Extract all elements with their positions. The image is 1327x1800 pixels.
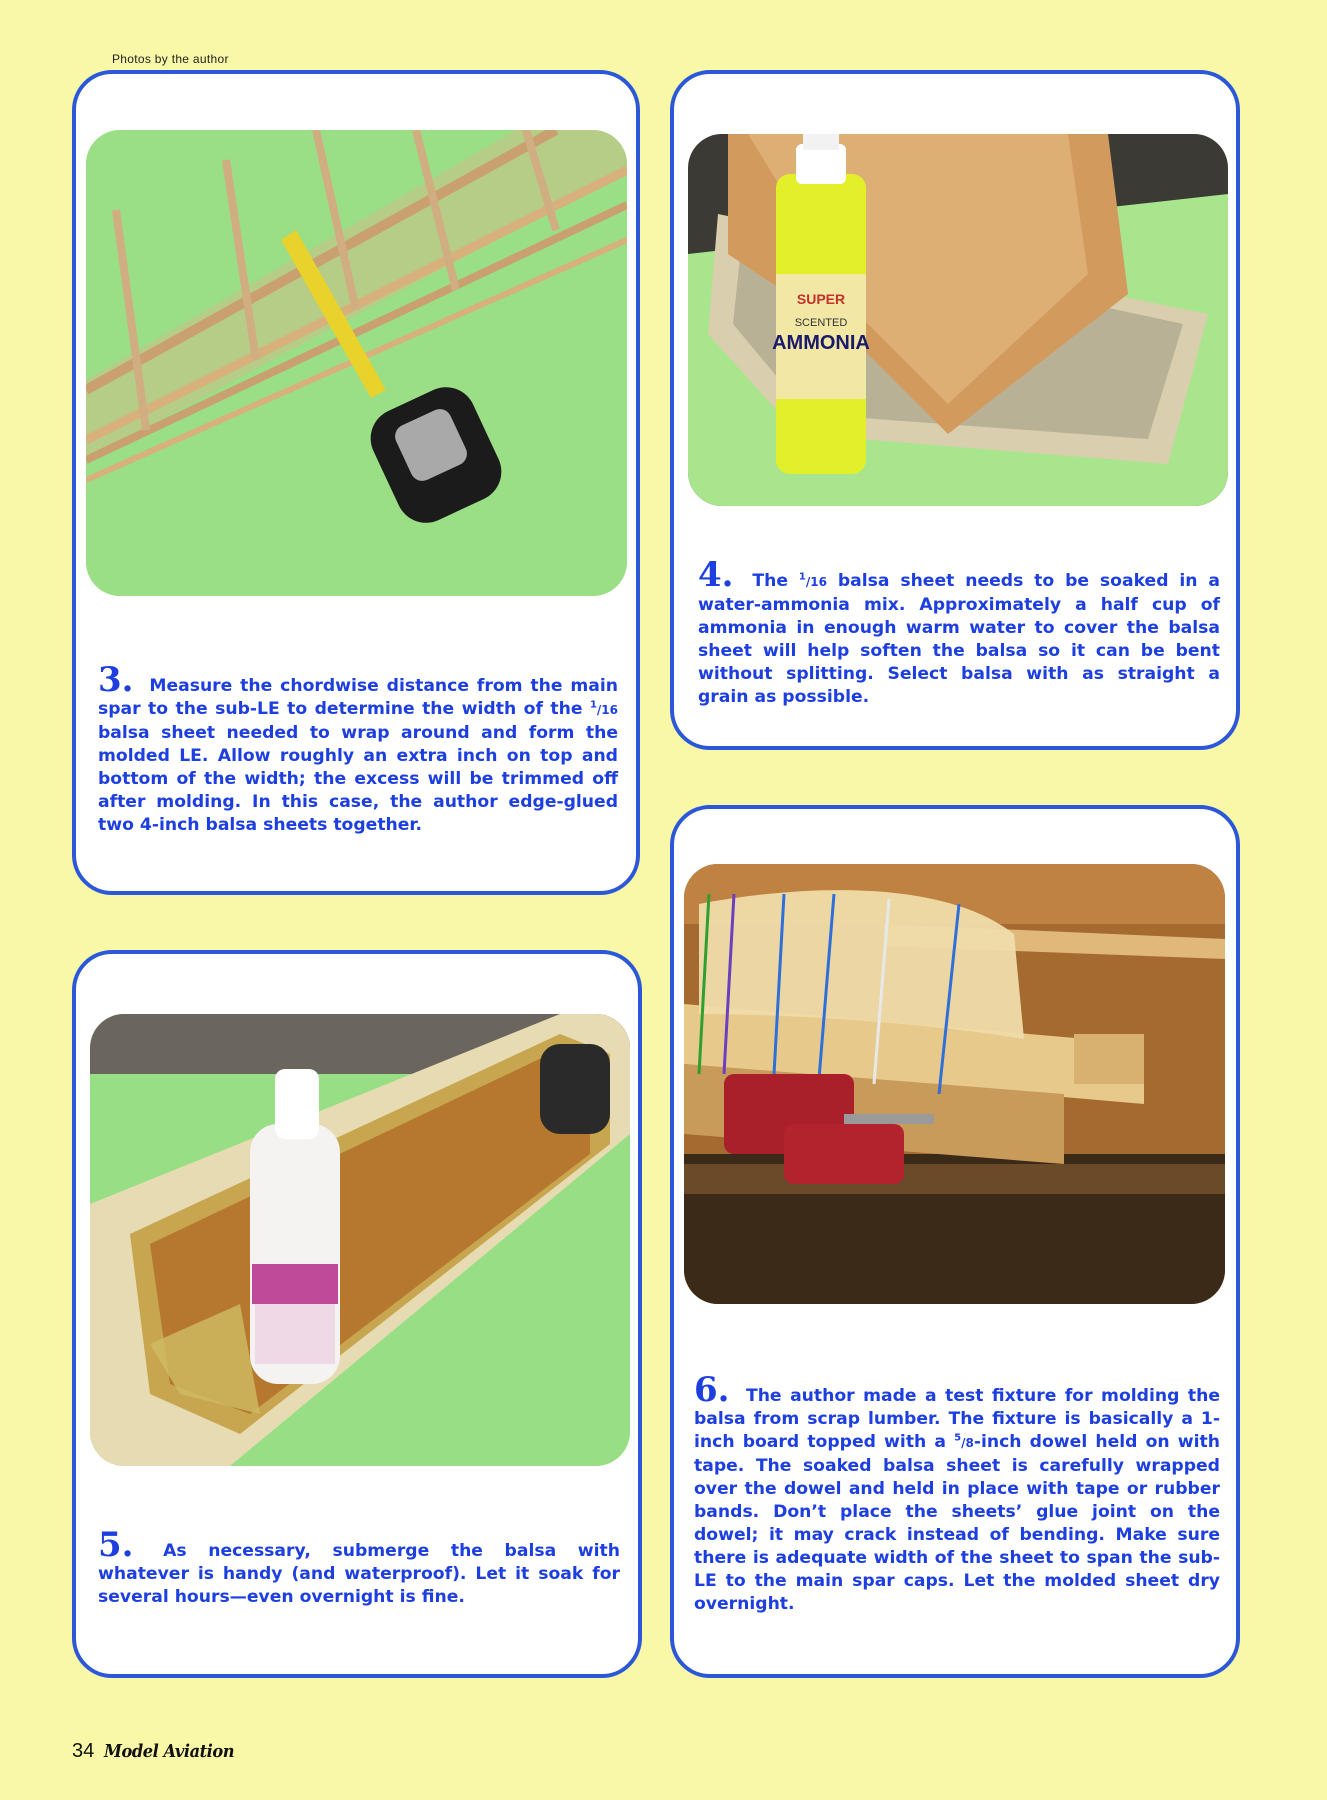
panel-step-6 bbox=[670, 805, 1240, 1678]
caption-step-6-body bbox=[694, 1370, 1220, 1616]
caption-3-frac-num: 1 bbox=[589, 699, 597, 711]
page-footer bbox=[72, 1740, 249, 1763]
panel-step-5 bbox=[72, 950, 642, 1678]
caption-6-frac-den: /8 bbox=[961, 1436, 974, 1450]
caption-6-text-a: The author made a test fixture for molding the balsa from scrap lumber. The fixture is basically a 1-inch board topped with a bbox=[694, 1386, 1220, 1452]
step-number-6: 6. bbox=[694, 1370, 730, 1410]
caption-step-4 bbox=[698, 555, 1220, 709]
caption-4-text-a: The bbox=[741, 571, 799, 591]
photo-step-6-test-fixture bbox=[684, 864, 1225, 1304]
caption-3-frac-den: /16 bbox=[596, 703, 618, 717]
step-number-5: 5. bbox=[98, 1525, 134, 1565]
caption-4-frac-den: /16 bbox=[805, 575, 827, 589]
magazine-name: Model Aviation bbox=[104, 1741, 235, 1762]
caption-5-text: As necessary, submerge the balsa with whatever is handy (and waterproof). Let it soak for several hours—even overnight is fine. bbox=[98, 1541, 620, 1607]
caption-step-5 bbox=[98, 1525, 620, 1609]
panel-step-3 bbox=[72, 70, 640, 895]
bottle-name-label: AMMONIA bbox=[772, 332, 870, 354]
caption-4-text-b: balsa sheet needs to be soaked in a water-ammonia mix. Approximately a half cup of ammonia in enough warm water to cover the balsa sheet will help soften the balsa so it can be bent without splitting. Select balsa with as straight a grain as possible. bbox=[698, 571, 1220, 707]
photo-credit: Photos by the author bbox=[112, 52, 229, 66]
page-number: 34 bbox=[72, 1740, 95, 1762]
caption-6-frac-num: 5 bbox=[954, 1432, 962, 1444]
caption-6-text-b: -inch dowel held on with tape. The soaked balsa sheet is carefully wrapped over the dowel and held in place with tape or rubber bands. Don’t place the sheets’ glue joint on the dowel; it may crack instead of bending. Make sure there is adequate width of the sheet to span the sub-LE to the main spar caps. Let the molded sheet dry overnight. bbox=[694, 1432, 1220, 1614]
step-number-4: 4. bbox=[698, 555, 734, 595]
photo-step-3-wing-measure bbox=[86, 130, 627, 596]
bottle-scent-label: SCENTED bbox=[794, 317, 848, 329]
caption-step-3 bbox=[98, 660, 618, 837]
step-number-3: 3. bbox=[98, 660, 134, 700]
photo-step-5-submerged-balsa bbox=[90, 1014, 630, 1466]
caption-4-frac-num: 1 bbox=[798, 571, 806, 583]
bottle-brand-label: SUPER bbox=[796, 291, 846, 307]
photo-step-4-ammonia bbox=[688, 134, 1228, 506]
panel-step-4 bbox=[670, 70, 1240, 750]
caption-3-text-b: balsa sheet needed to wrap around and form the molded LE. Allow roughly an extra inch on top and bottom of the width; the excess will be trimmed off after molding. In this case, the author edge-glued two 4-inch balsa sheets together. bbox=[98, 723, 618, 835]
caption-3-text-a: Measure the chordwise distance from the main spar to the sub-LE to determine the width of the bbox=[98, 676, 618, 719]
